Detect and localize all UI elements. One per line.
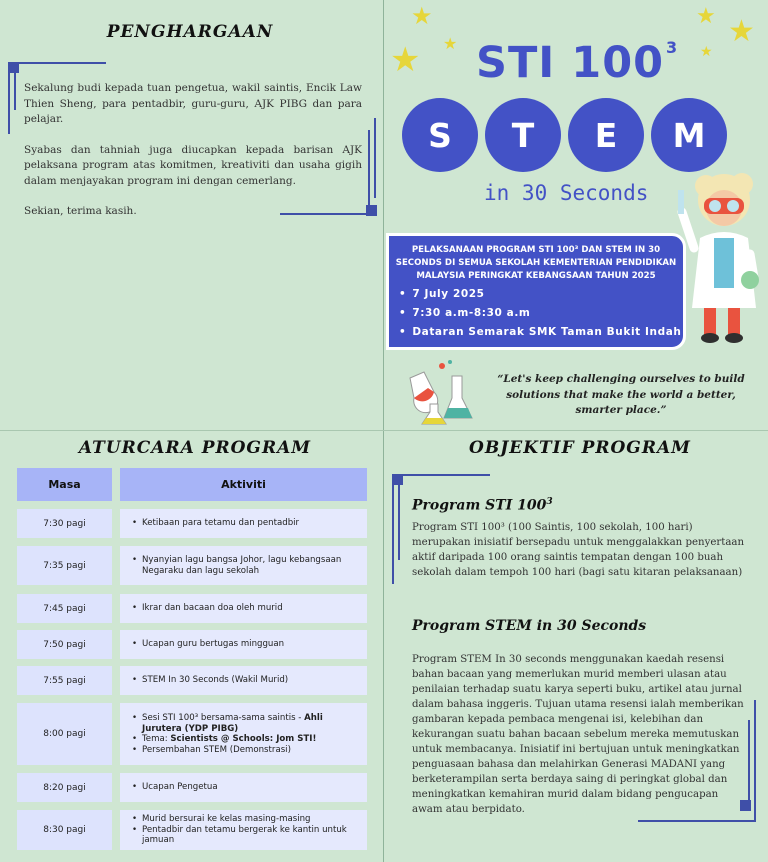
schedule-activity xyxy=(120,509,367,538)
stem-letter-e: E xyxy=(568,98,644,172)
activity-item xyxy=(132,734,359,745)
sti-program-heading xyxy=(412,497,553,514)
schedule-activity xyxy=(120,594,367,623)
star-icon: ★ xyxy=(700,44,713,60)
frame-line xyxy=(8,62,106,64)
schedule-activity xyxy=(120,703,367,765)
sti-program-heading-superscript: 3 xyxy=(546,497,553,507)
activity-item: • Persembahan STEM (Demonstrasi) xyxy=(132,745,359,756)
star-icon: ★ xyxy=(390,40,421,80)
schedule-activity xyxy=(120,773,367,802)
activity-item: • STEM In 30 Seconds (Wakil Murid) xyxy=(132,675,288,686)
activity-text: Tema: xyxy=(142,734,171,744)
activity-item: • Ucapan Pengetua xyxy=(132,782,218,793)
column-divider xyxy=(383,0,384,862)
frame-line xyxy=(368,130,370,215)
activity-item: • Ucapan guru bertugas mingguan xyxy=(132,639,284,650)
row-divider xyxy=(0,430,768,431)
table-row xyxy=(17,666,367,695)
frame-line xyxy=(638,820,756,822)
schedule-header-activity: Aktiviti xyxy=(120,468,367,501)
schedule-time: 7:45 pagi xyxy=(17,594,112,623)
frame-line xyxy=(374,118,376,198)
schedule-time: 8:30 pagi xyxy=(17,810,112,850)
stem-letter-m: M xyxy=(651,98,727,172)
stem-subtitle: in 30 Seconds xyxy=(484,181,649,205)
frame-line xyxy=(754,700,756,822)
schedule-activity xyxy=(120,666,367,695)
schedule-time: 7:35 pagi xyxy=(17,546,112,585)
star-icon: ★ xyxy=(443,34,458,53)
table-row xyxy=(17,703,367,765)
activity-text: Sesi STI 100³ bersama-sama saintis - xyxy=(142,713,305,723)
acknowledgement-paragraph: Sekalung budi kepada tuan pengetua, wakil saintis, Encik Law Thien Sheng, para pentadbir, guru-guru, AJK PIBG dan para pelajar. xyxy=(24,82,362,125)
table-row xyxy=(17,630,367,659)
acknowledgement-paragraph: Syabas dan tahniah juga diucapkan kepada barisan AJK pelaksana program atas komitmen, kreativiti dan usaha gigih dalam menjayakan program ini dengan cemerlang. xyxy=(24,143,362,187)
schedule-time: 8:20 pagi xyxy=(17,773,112,802)
frame-line xyxy=(398,484,400,560)
acknowledgement-title: PENGHARGAAN xyxy=(106,22,274,42)
activity-item: • Ketibaan para tetamu dan pentadbir xyxy=(132,518,299,529)
schedule-activity xyxy=(120,630,367,659)
sti-title-text: STI 100 xyxy=(476,38,665,88)
stem-letter-s: S xyxy=(402,98,478,172)
frame-line xyxy=(748,720,750,806)
flasks-illustration xyxy=(402,358,482,428)
schedule-title: ATURCARA PROGRAM xyxy=(78,438,312,458)
table-row xyxy=(17,546,367,585)
activity-item xyxy=(132,713,359,734)
schedule-activity xyxy=(120,546,367,585)
schedule-header-time: Masa xyxy=(17,468,112,501)
frame-line xyxy=(392,474,394,584)
activity-bold-text: Scientists @ Schools: Jom STI! xyxy=(170,734,317,744)
sti-title xyxy=(476,38,678,88)
stem-program-description: Program STEM In 30 seconds menggunakan kaedah resensi bahan bacaan yang memerlukan murid memberi ulasan atau penilaian terhadap suatu karya seperti buku, artikel atau jurnal dalam bahasa inggeris. Tujuan utama resensi ialah memberikan gambaran kepada pembaca mengenai isi, kelebihan dan kekurangan suatu bahan bacaan sebelum mereka memutuskan untuk membacanya. Inisiatif ini bertujuan untuk meningkatkan penguasaan bahasa dan melahirkan Generasi MADANI yang berketerampilan serta berdaya saing di peringkat global dan meningkatkan kemahiran murid dalam bidang pengucapan awam atau berpidato. xyxy=(412,654,744,815)
schedule-time: 8:00 pagi xyxy=(17,703,112,765)
program-info-panel xyxy=(386,233,686,350)
frame-line xyxy=(8,62,10,134)
frame-line xyxy=(14,70,16,110)
star-icon: ★ xyxy=(411,2,433,30)
activity-item: • Nyanyian lagu bangsa Johor, lagu kebangsaan Negaraku dan lagu sekolah xyxy=(132,555,359,576)
activity-item: • Ikrar dan bacaan doa oleh murid xyxy=(132,603,283,614)
star-icon: ★ xyxy=(696,4,716,29)
schedule-time: 7:30 pagi xyxy=(17,509,112,538)
motivational-quote: “Let's keep challenging ourselves to build solutions that make the world a better, smarter place.” xyxy=(497,373,745,416)
table-row xyxy=(17,773,367,802)
scientist-illustration xyxy=(676,168,766,348)
program-info-list xyxy=(389,285,683,342)
program-date: • 7 July 2025 xyxy=(399,285,683,304)
stem-letter-t: T xyxy=(485,98,561,172)
frame-line xyxy=(392,474,490,476)
acknowledgement-closing: Sekian, terima kasih. xyxy=(24,205,137,217)
star-icon: ★ xyxy=(728,14,755,49)
program-venue: • Dataran Semarak SMK Taman Bukit Indah xyxy=(399,323,683,342)
schedule-time: 7:55 pagi xyxy=(17,666,112,695)
table-row xyxy=(17,594,367,623)
schedule-activity xyxy=(120,810,367,850)
schedule-time: 7:50 pagi xyxy=(17,630,112,659)
sti-program-heading-text: Program STI 100 xyxy=(412,497,547,514)
table-row xyxy=(17,810,367,850)
table-row xyxy=(17,509,367,538)
program-info-heading: PELAKSANAAN PROGRAM STI 100³ DAN STEM IN 30 SECONDS DI SEMUA SEKOLAH KEMENTERIAN PENDIDIKAN MALAYSIA PERINGKAT KEBANGSAAN TAHUN 2025 xyxy=(395,245,677,281)
acknowledgement-text xyxy=(24,81,362,235)
objectives-title: OBJEKTIF PROGRAM xyxy=(469,438,691,458)
sti-title-superscript: 3 xyxy=(666,38,679,57)
activity-item: • Murid bersurai ke kelas masing-masing xyxy=(132,814,359,825)
stem-program-heading: Program STEM in 30 Seconds xyxy=(412,618,647,634)
activity-item: • Pentadbir dan tetamu bergerak ke kantin untuk jamuan xyxy=(132,825,359,846)
sti-program-description: Program STI 100³ (100 Saintis, 100 sekolah, 100 hari) merupakan inisiatif bersepadu untuk menggalakkan penyertaan aktif daripada 100 orang saintis tempatan dengan 100 buah sekolah dalam tempoh 100 hari (bagi satu kitaran pelaksanaan) xyxy=(412,522,745,578)
frame-square-bottom-right xyxy=(366,205,377,216)
program-time: • 7:30 a.m-8:30 a.m xyxy=(399,304,683,323)
activity-bold-text: Ahli Jurutera (YDP PIBG) xyxy=(142,713,323,734)
